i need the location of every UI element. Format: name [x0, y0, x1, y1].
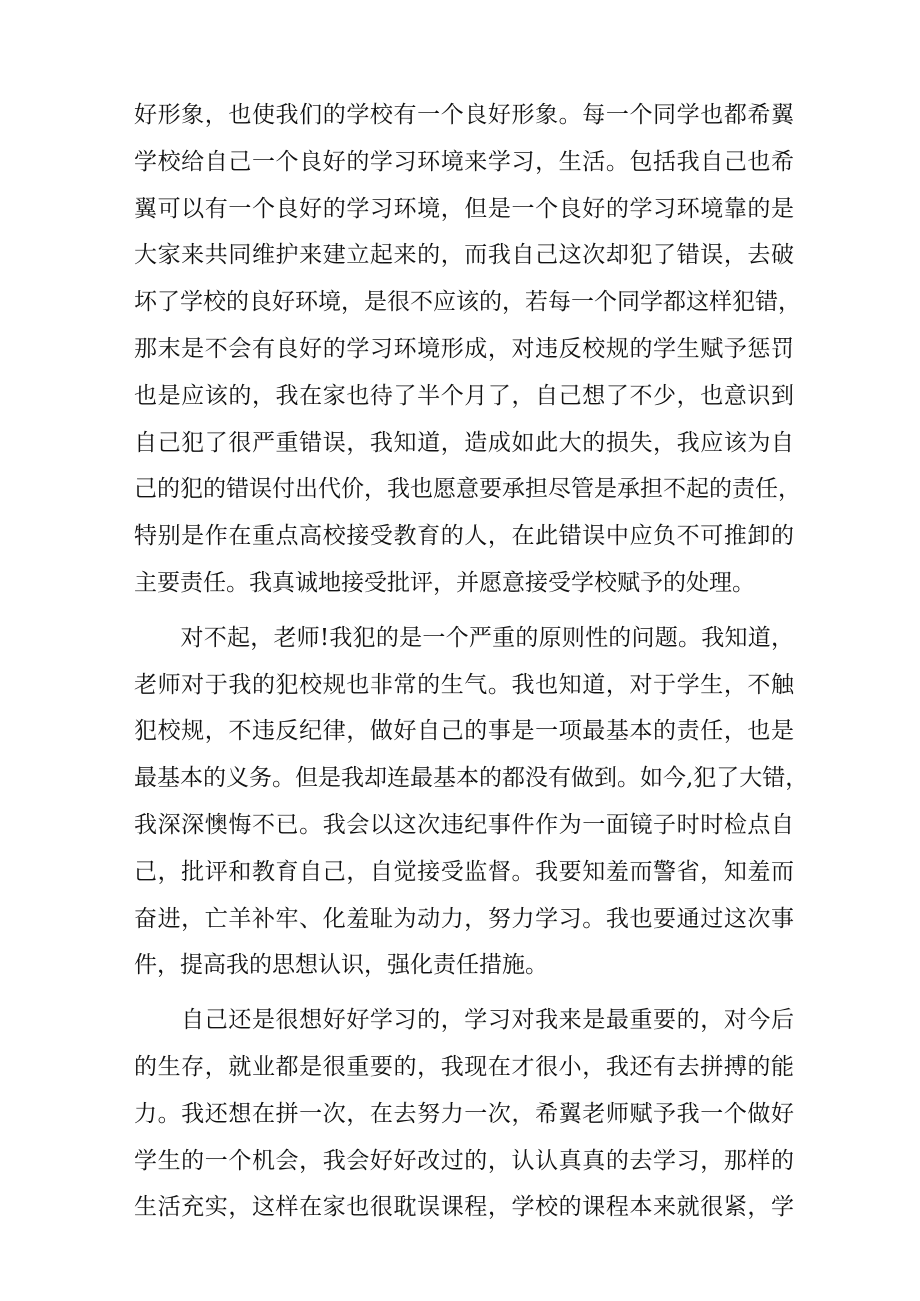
- paragraph-3: [134, 997, 794, 1231]
- text-line: 那末是不会有良好的学习环境形成，对违反校规的学生赋予惩罚: [134, 335, 794, 362]
- text-line: 力。我还想在拼一次，在去努力一次，希翼老师赋予我一个做好: [134, 1100, 794, 1127]
- text-line: 大家来共同维护来建立起来的，而我自己这次却犯了错误，去破: [134, 242, 794, 269]
- text-line: 犯校规，不违反纪律，做好自己的事是一项最基本的责任，也是: [134, 718, 794, 745]
- text-line: 自己犯了很严重错误，我知道，造成如此大的损失，我应该为自: [134, 429, 794, 456]
- text-line: 己的犯的错误付出代价，我也愿意要承担尽管是承担不起的责任，: [134, 476, 801, 503]
- text-line: 好形象，也使我们的学校有一个良好形象。每一个同学也都希翼: [134, 102, 794, 128]
- text-line: 坏了学校的良好环境，是很不应该的，若每一个同学都这样犯错，: [134, 289, 801, 316]
- text-line: 翼可以有一个良好的学习环境，但是一个良好的学习环境靠的是: [134, 195, 794, 222]
- paragraph-2: [134, 615, 809, 989]
- text-line: 生活充实，这样在家也很耽误课程，学校的课程本来就很紧，学: [134, 1194, 794, 1221]
- paragraph-1: [134, 92, 801, 607]
- text-line: 我深深懊悔不已。我会以这次违纪事件作为一面镜子时时检点自: [134, 811, 794, 838]
- text-line: 对不起，老师!我犯的是一个严重的原则性的问题。我知道，: [134, 624, 794, 651]
- text-line: 老师对于我的犯校规也非常的生气。我也知道，对于学生，不触: [134, 671, 794, 698]
- text-line: 学校给自己一个良好的学习环境来学习，生活。包括我自己也希: [134, 148, 794, 175]
- text-line: 己，批评和教育自己，自觉接受监督。我要知羞而警省，知羞而: [134, 858, 794, 885]
- paragraph-gap: [134, 607, 794, 615]
- text-line: 学生的一个机会，我会好好改过的，认认真真的去学习，那样的: [134, 1147, 794, 1174]
- text-line: 自己还是很想好好学习的，学习对我来是最重要的，对今后: [134, 1007, 794, 1034]
- text-line: 最基本的义务。但是我却连最基本的都没有做到。如今,犯了大错，: [134, 765, 809, 792]
- text-line: 特别是作在重点高校接受教育的人，在此错误中应负不可推卸的: [134, 523, 794, 550]
- text-line: 件，提高我的思想认识，强化责任措施。: [134, 952, 548, 979]
- text-line: 主要责任。我真诚地接受批评，并愿意接受学校赋予的处理。: [134, 569, 755, 596]
- text-line: 奋进，亡羊补牢、化羞耻为动力，努力学习。我也要通过这次事: [134, 905, 794, 932]
- body-text: [134, 92, 809, 1231]
- text-line: 的生存，就业都是很重要的，我现在才很小，我还有去拼搏的能: [134, 1053, 794, 1080]
- text-line: 也是应该的，我在家也待了半个月了，自己想了不少，也意识到: [134, 382, 794, 409]
- paragraph-gap: [134, 989, 794, 997]
